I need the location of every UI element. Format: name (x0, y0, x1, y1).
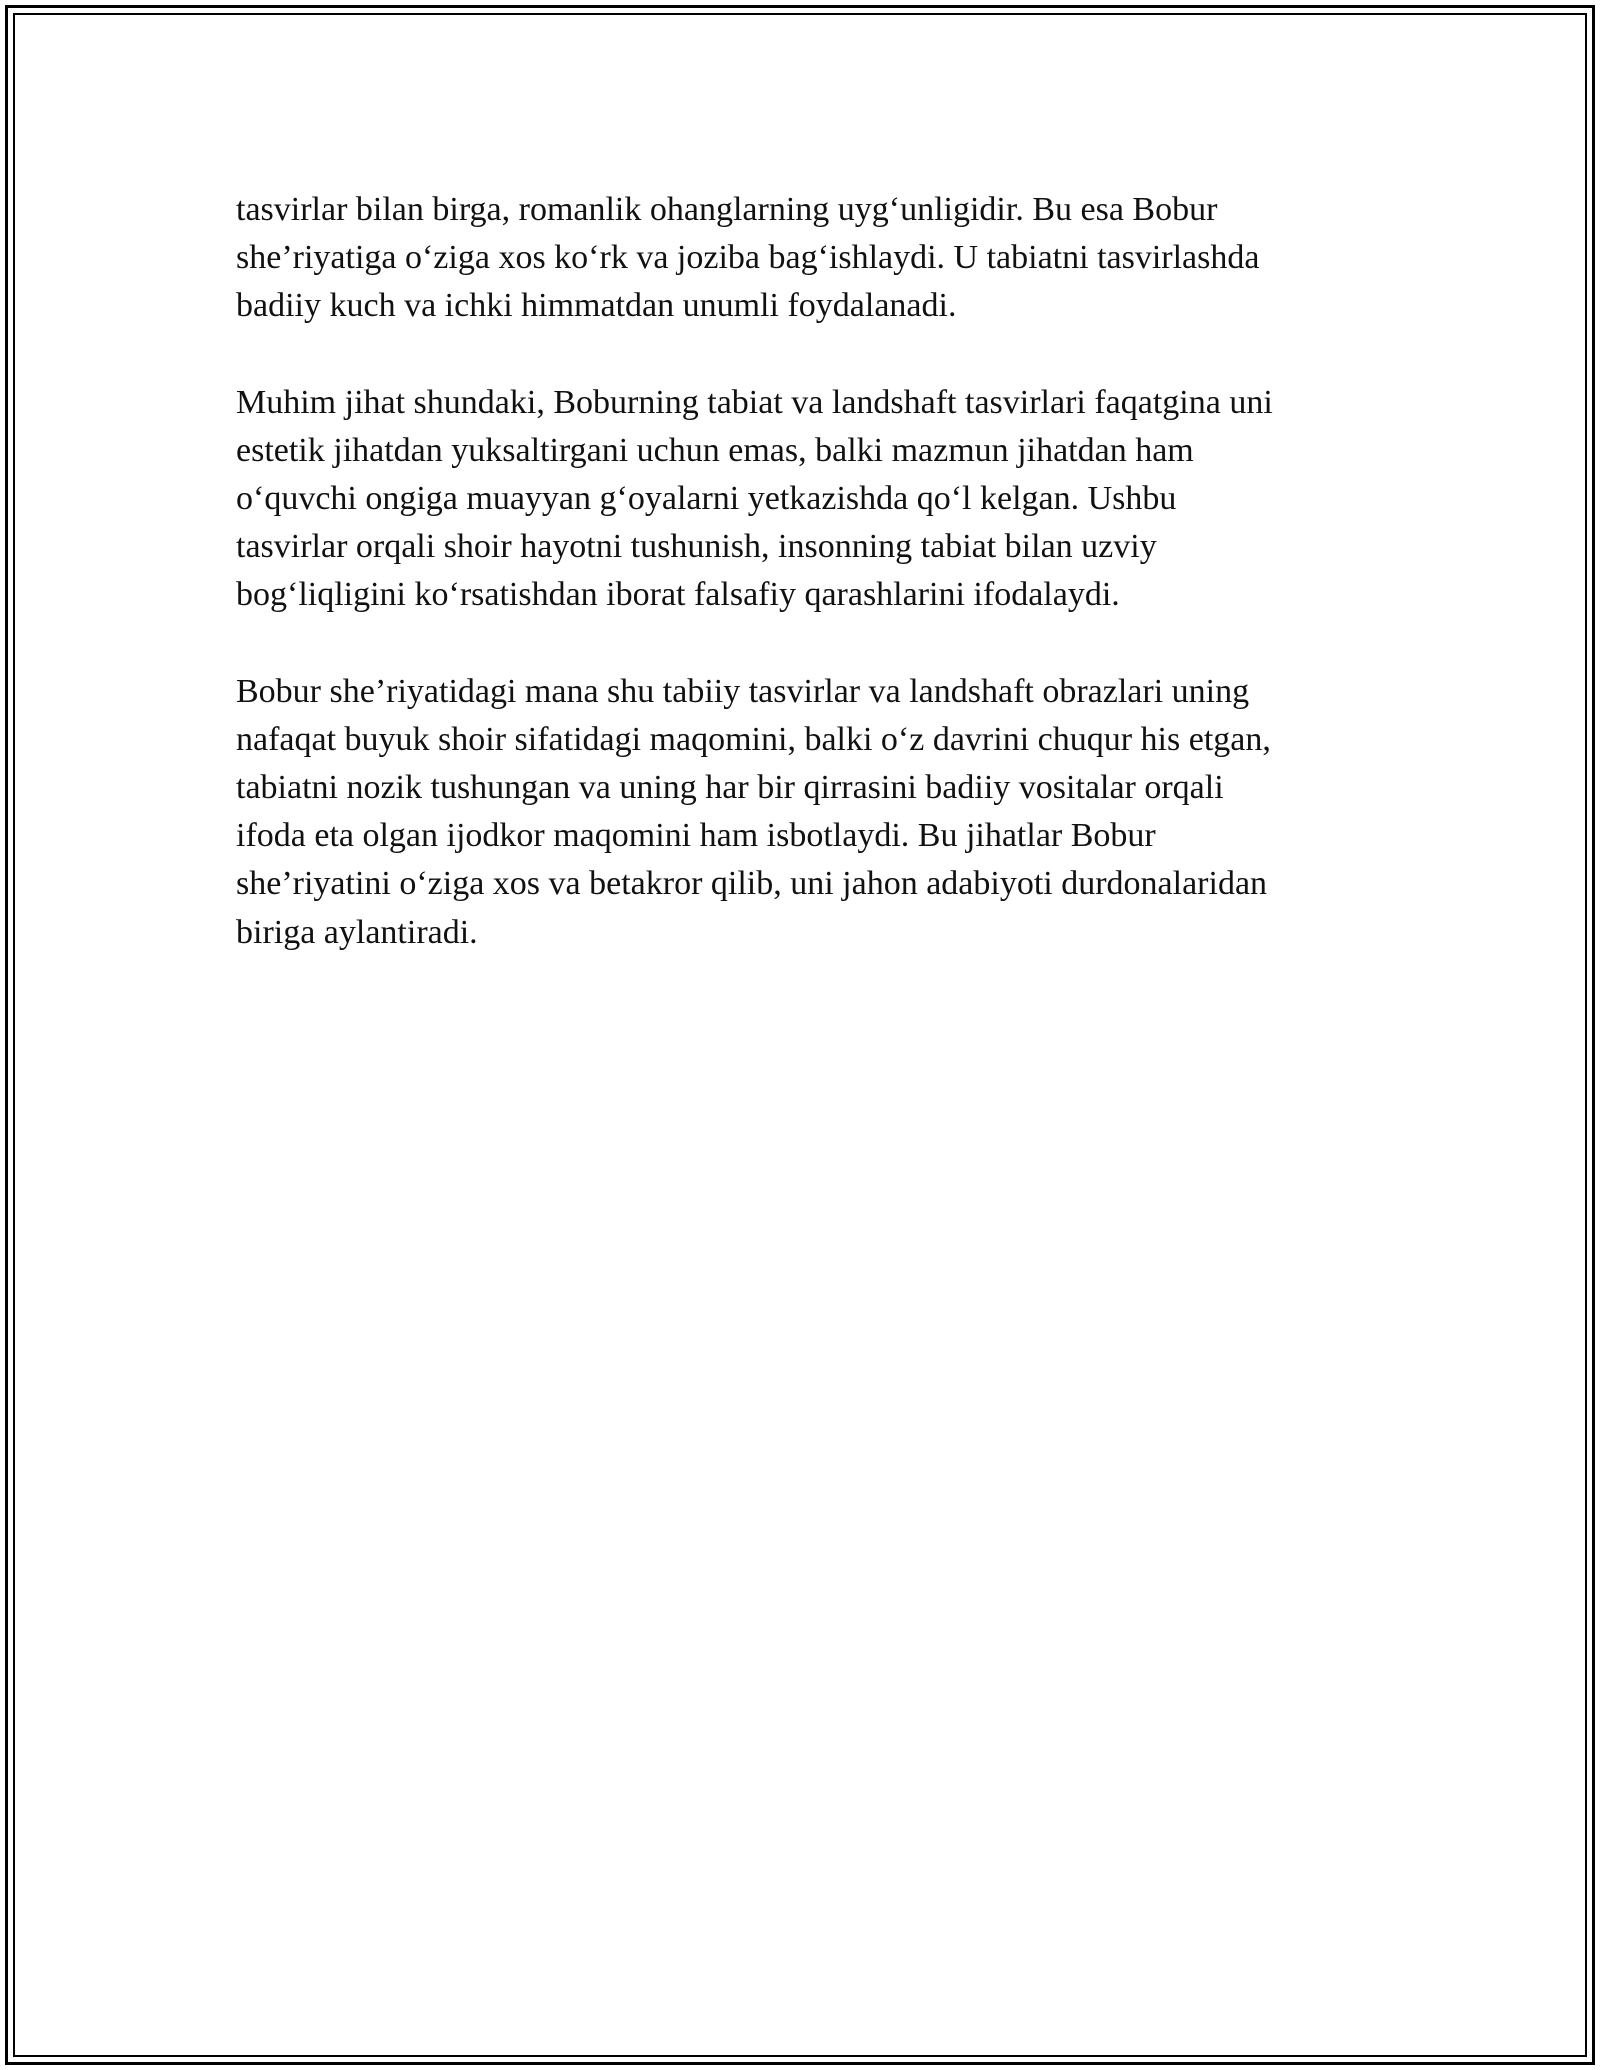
text-line: Muhim jihat shundaki, Boburning tabiat va landshaft tasvirlari faqatgina uni (236, 383, 1273, 421)
document-body (236, 186, 1366, 1005)
text-line: o‘quvchi ongiga muayyan g‘oyalarni yetkazishda qo‘l kelgan. Ushbu (236, 480, 1177, 518)
text-line: she’riyatini o‘ziga xos va betakror qilib, uni jahon adabiyoti durdonalaridan (236, 865, 1268, 903)
text-line: tasvirlar bilan birga, romanlik ohanglarning uyg‘unligidir. Bu esa Bobur (236, 191, 1218, 228)
text-line: ifoda eta olgan ijodkor maqomini ham isbotlaydi. Bu jihatlar Bobur (236, 817, 1156, 855)
paragraph-1 (236, 186, 1366, 331)
text-line: tabiatni nozik tushungan va uning har bir qirrasini badiiy vositalar orqali (236, 769, 1224, 807)
text-line: bog‘liqligini ko‘rsatishdan iborat falsafiy qarashlarini ifodalaydi. (236, 576, 1120, 614)
text-line: estetik jihatdan yuksaltirgani uchun emas, balki mazmun jihatdan ham (236, 431, 1194, 469)
paragraph-2 (236, 379, 1366, 620)
text-line: badiiy kuch va ichki himmatdan unumli foydalanadi. (236, 287, 957, 325)
paragraph-3 (236, 668, 1366, 957)
text-line: she’riyatiga o‘ziga xos ko‘rk va joziba bag‘ishlaydi. U tabiatni tasvirlashda (236, 239, 1260, 277)
text-line: Bobur she’riyatidagi mana shu tabiiy tasvirlar va landshaft obrazlari uning (236, 672, 1250, 710)
text-line: tasvirlar orqali shoir hayotni tushunish, insonning tabiat bilan uzviy (236, 528, 1157, 566)
text-line: biriga aylantiradi. (236, 913, 478, 951)
text-line: nafaqat buyuk shoir sifatidagi maqomini, balki o‘z davrini chuqur his etgan, (236, 720, 1271, 758)
